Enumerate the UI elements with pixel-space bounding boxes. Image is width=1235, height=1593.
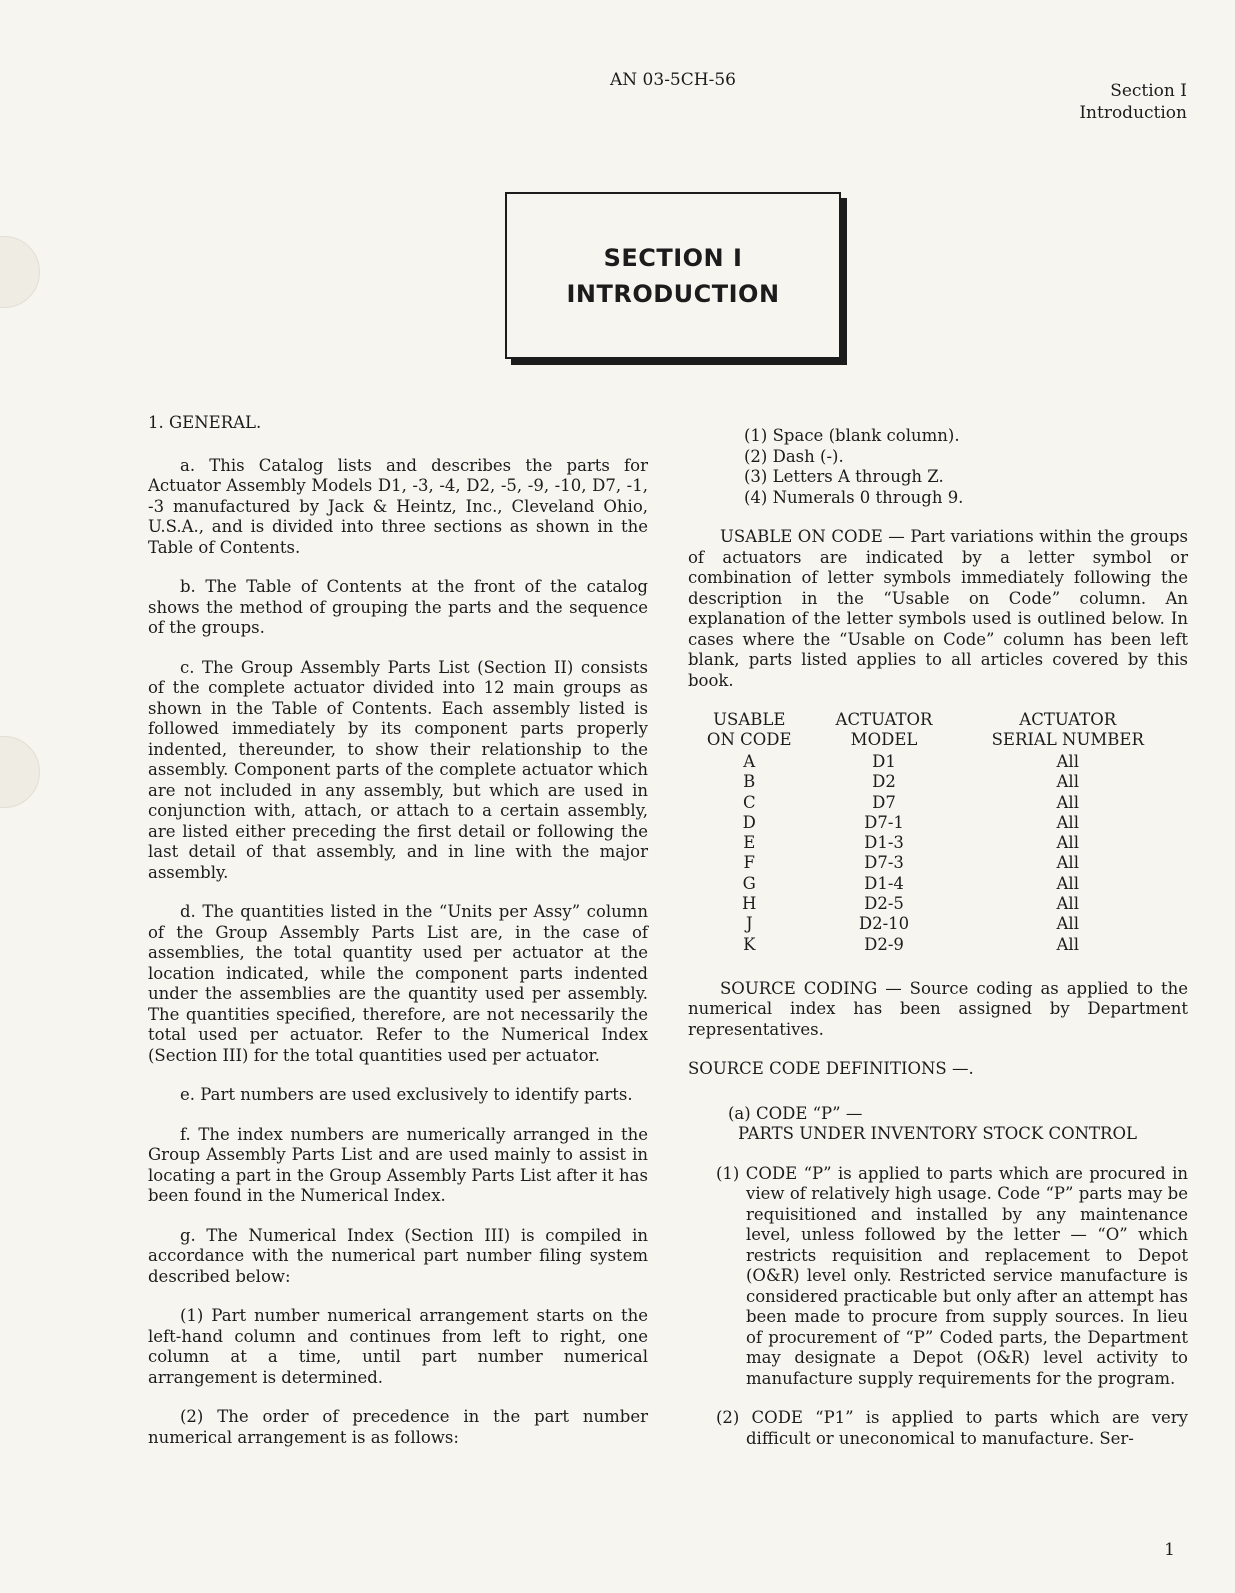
- running-header: [1079, 80, 1187, 124]
- table-row: J D2-10 All: [745, 914, 1079, 934]
- section-title: Introduction: [1079, 103, 1187, 123]
- list-item: (3) Letters A through Z.: [744, 467, 944, 486]
- binder-hole: [0, 236, 40, 308]
- table-row: F D7-3 All: [743, 853, 1079, 873]
- paragraph-a: a. This Catalog lists and describes the parts for Actuator Assembly Models D1, -3, -4, D2, -5, -9, -10, D7, -1, -3 manufactured by Jack & Heintz, Inc., Cleveland Ohio, U.S.A., and is divided into three sections as shown in the Table of Contents.: [148, 455, 648, 557]
- paragraph-g1: (1) Part number numerical arrangement starts on the left-hand column and continues from left to right, one column at a time, until part number numerical arrangement is determined.: [148, 1306, 648, 1387]
- table-row: G D1-4 All: [742, 873, 1079, 893]
- paragraph-g2: (2) The order of precedence in the part number numerical arrangement is as follows:: [148, 1407, 648, 1447]
- column-header-serial-number: ACTUATOR SERIAL NUMBER: [991, 710, 1144, 749]
- list-item: (2) Dash (-).: [744, 446, 844, 466]
- paragraph-b: b. The Table of Contents at the front of the catalog shows the method of grouping the parts and the sequence of the groups.: [148, 577, 648, 637]
- table-row: C D7 All: [742, 792, 1079, 812]
- code-p-paragraph-1: (1) CODE “P” is applied to parts which are procured in view of relatively high usage. Code “P” parts may be requisitioned and installed by any maintenance level, unless followed by the letter — “O” which restricts requisition and replacement to Depot (O&R) level only. Restricted service manufacture is considered practicable but only after an attempt has been made to procure from supply sources. In lieu of procurement of “P” Coded parts, the Department may designate a Depot (O&R) level activity to manufacture supply requirements for the program.: [716, 1163, 1188, 1388]
- right-column: [688, 426, 1188, 1468]
- table-row: K D2-9 All: [743, 934, 1079, 954]
- usable-on-code-paragraph: USABLE ON CODE — Part variations within the groups of actuators are indicated by a letter symbol or combination of letter symbols immediately following the description in the “Usable on Code” column. An explanation of the letter symbols used is outlined below. In cases where the “Usable on Code” column has been left blank, parts listed applies to all articles covered by this book.: [688, 527, 1188, 690]
- table-row: D D7-1 All: [742, 812, 1079, 832]
- document-number: AN 03-5CH-56: [610, 70, 736, 90]
- paragraph-e: e. Part numbers are used exclusively to identify parts.: [180, 1085, 633, 1104]
- paragraph-c: c. The Group Assembly Parts List (Section II) consists of the complete actuator divided into 12 main groups as shown in the Table of Contents. Each assembly listed is followed immediately by its component parts properly indented, thereunder, to show their relationship to the assembly. Component parts of the complete actuator which are not included in any assembly, but which are used in conjunction with, attach, or attach to a certain assembly, are listed either preceding the first detail or following the last detail of that assembly, and in line with the major assembly.: [148, 657, 648, 882]
- code-p-paragraph-2: (2) CODE “P1” is applied to parts which are very difficult or uneconomical to manufacture. Ser-: [716, 1408, 1188, 1448]
- binder-hole: [0, 736, 40, 808]
- source-coding-paragraph: SOURCE CODING — Source coding as applied to the numerical index has been assigned by Department representatives.: [688, 978, 1188, 1039]
- table-row: H D2-5 All: [742, 894, 1079, 914]
- list-item: (4) Numerals 0 through 9.: [744, 487, 964, 507]
- code-p-subheading: PARTS UNDER INVENTORY STOCK CONTROL: [738, 1124, 1137, 1144]
- paragraph-g: g. The Numerical Index (Section III) is compiled in accordance with the numerical part number filing system described below:: [148, 1225, 648, 1286]
- table-row: A D1 All: [743, 752, 1079, 771]
- title-line-1: SECTION I: [603, 243, 743, 272]
- paragraph-f: f. The index numbers are numerically arranged in the Group Assembly Parts List and are used mainly to assist in locating a part in the Group Assembly Parts List after it has been found in the Numerical Index.: [148, 1124, 648, 1205]
- list-item: (1) Space (blank column).: [744, 426, 960, 445]
- section-label: Section I: [1110, 81, 1187, 101]
- column-header-actuator-model: ACTUATOR MODEL: [835, 710, 933, 749]
- usable-on-code-table: [688, 710, 1178, 955]
- left-column: [148, 413, 648, 1467]
- table-row: E D1-3 All: [743, 833, 1079, 853]
- code-p-heading: (a) CODE “P” —: [728, 1103, 863, 1123]
- table-header-row: [688, 710, 1178, 752]
- table-row: B D2 All: [743, 772, 1079, 792]
- column-header-usable-on-code: USABLE ON CODE: [706, 710, 792, 749]
- paragraph-d: d. The quantities listed in the “Units per Assy” column of the Group Assembly Parts List are, in the case of assemblies, the total quantity used per actuator at the location indicated, while the component parts indented under the assemblies are the quantity used per assembly. The quantities specified, therefore, are not necessarily the total used per actuator. Refer to the Numerical Index (Section III) for the total quantities used per actuator.: [148, 902, 648, 1065]
- source-code-definitions-heading: SOURCE CODE DEFINITIONS —.: [688, 1059, 974, 1079]
- precedence-list: [744, 426, 1188, 508]
- title-line-2: INTRODUCTION: [566, 279, 780, 308]
- section-title-box: [505, 192, 841, 359]
- page-number: 1: [1164, 1540, 1175, 1560]
- general-heading: 1. GENERAL.: [148, 413, 262, 432]
